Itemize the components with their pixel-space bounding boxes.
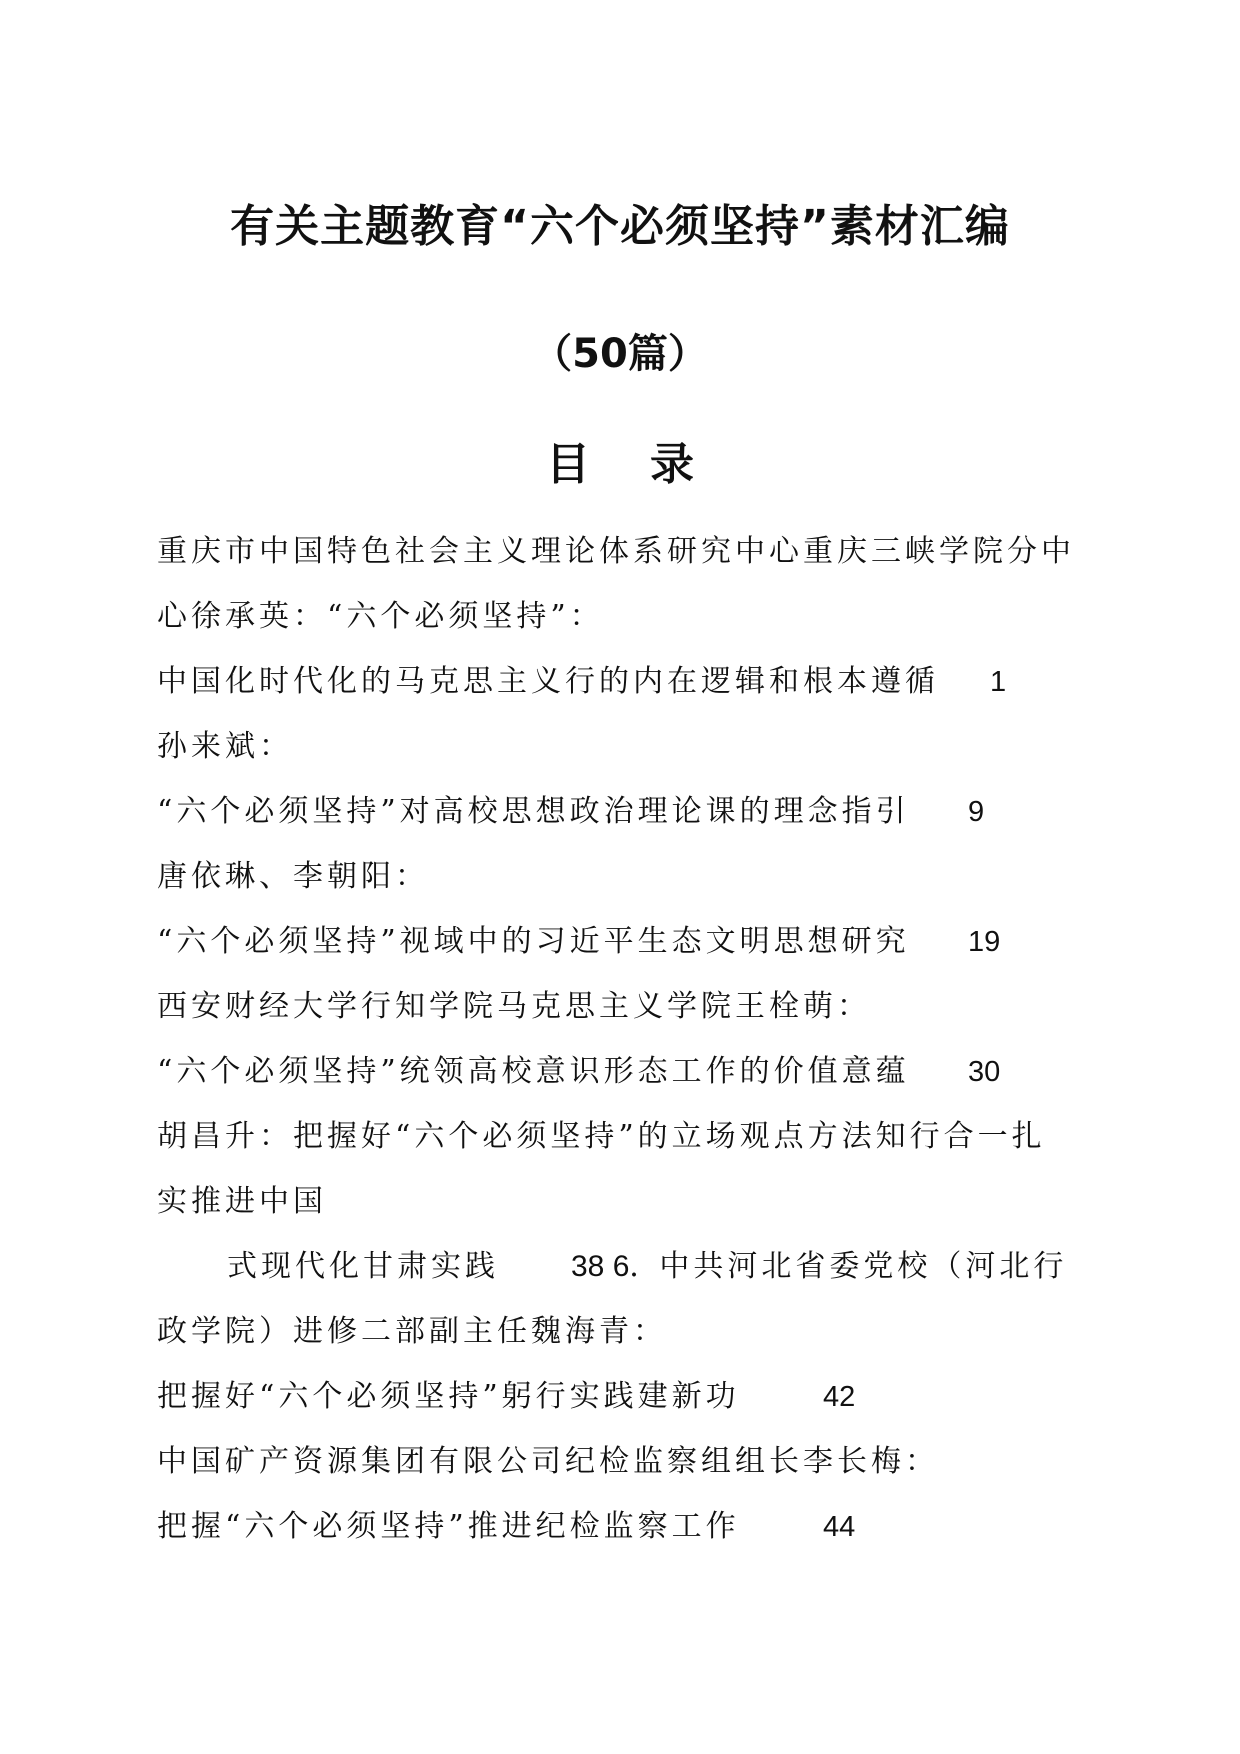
toc-line: 胡昌升：把握好“六个必须坚持”的立场观点方法知行合一扎: [157, 1119, 1046, 1154]
document-subtitle: （50篇）: [532, 331, 708, 377]
toc-page-number: 44: [823, 1511, 856, 1543]
toc-entry-author: 孙来斌：: [157, 729, 293, 764]
toc-entry-author: 政学院）进修二部副主任魏海青：: [157, 1314, 667, 1349]
toc-entry-title: 把握好“六个必须坚持”躬行实践建新功: [157, 1379, 740, 1414]
toc-page-number: 19: [968, 926, 1001, 958]
toc-entry-title: “六个必须坚持”统领高校意识形态工作的价值意蕴: [157, 1054, 910, 1089]
toc-page-number-inline: 38 6．: [571, 1250, 660, 1283]
document-title: 有关主题教育“六个必须坚持”素材汇编: [230, 201, 1010, 252]
toc-line: 心徐承英：“六个必须坚持”：: [157, 599, 604, 634]
toc-line: 实推进中国: [157, 1184, 327, 1219]
toc-entry-author: 中国矿产资源集团有限公司纪检监察组组长李长梅：: [157, 1444, 939, 1479]
toc-page-number: 1: [990, 666, 1007, 698]
toc-entry-author: 唐依琳、李朝阳：: [157, 859, 429, 894]
toc-entry-author-part: 中共河北省委党校（河北行: [659, 1249, 1068, 1284]
toc-line: 重庆市中国特色社会主义理论体系研究中心重庆三峡学院分中: [157, 534, 1075, 569]
toc-entry-title: “六个必须坚持”视域中的习近平生态文明思想研究: [157, 924, 910, 959]
toc-page-number: 9: [968, 796, 985, 828]
toc-heading: 目录: [546, 439, 754, 490]
toc-page-number: 42: [823, 1381, 856, 1413]
toc-page-number: 30: [968, 1056, 1001, 1088]
toc-entry-author: 西安财经大学行知学院马克思主义学院王栓萌：: [157, 989, 871, 1024]
toc-entry-title: 中国化时代化的马克思主义行的内在逻辑和根本遵循: [157, 664, 939, 699]
toc-entry-title: 把握“六个必须坚持”推进纪检监察工作: [157, 1509, 740, 1544]
toc-entry-title: “六个必须坚持”对高校思想政治理论课的理念指引: [157, 794, 910, 829]
toc-entry-title-part: 式现代化甘肃实践: [227, 1249, 499, 1284]
toc-line-mixed: [227, 1247, 1067, 1287]
